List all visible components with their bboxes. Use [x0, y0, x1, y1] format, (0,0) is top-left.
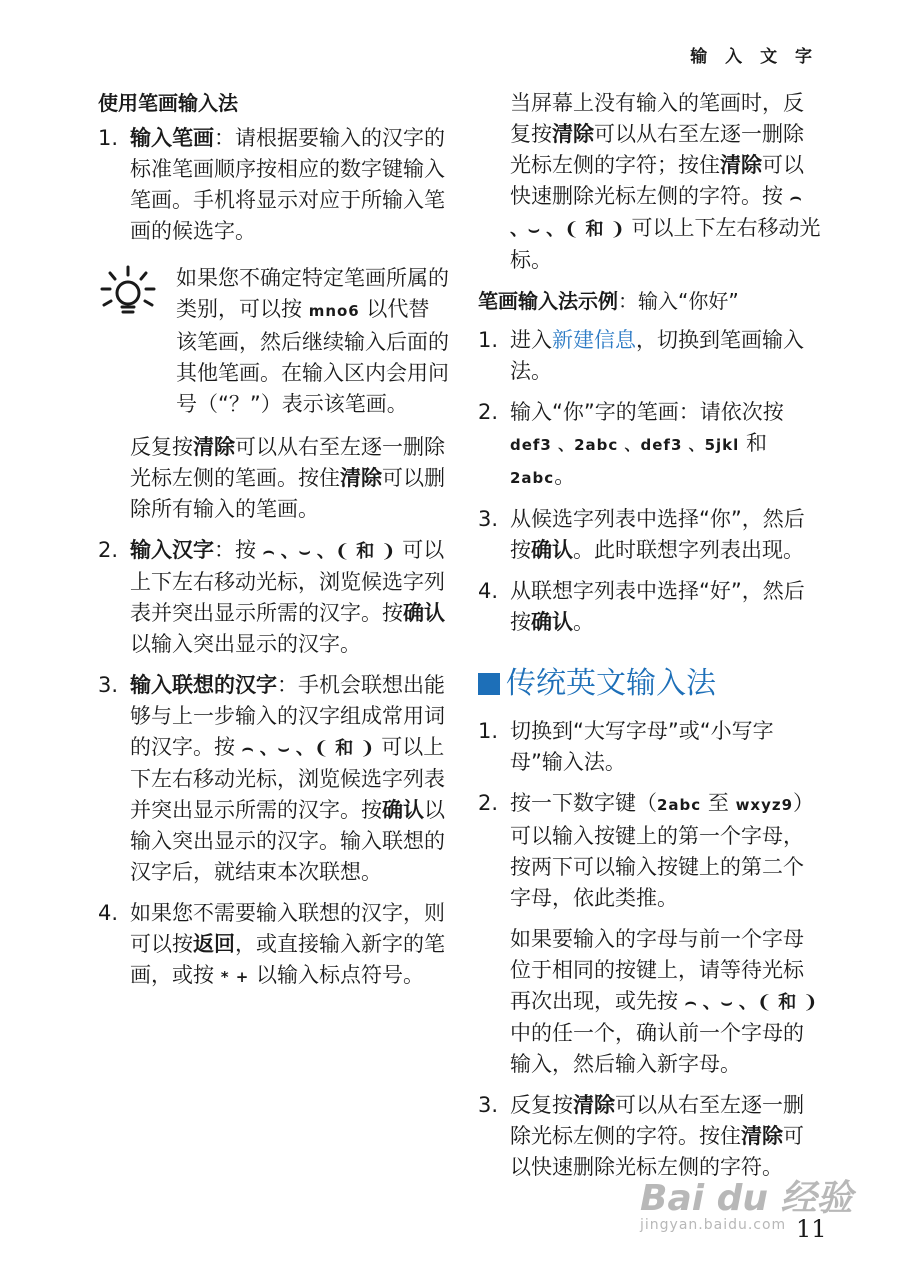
new-message-link[interactable]: 新建信息 [552, 328, 636, 352]
list-item-english-3: 3. 反复按清除可以从右至左逐一删除光标左侧的字符。按住清除可以快速删除光标左侧的字符。 [478, 1093, 804, 1179]
nav-keys-icon: ⌢ 、⌣ 、❨ 和 ❩ [241, 738, 375, 759]
right-column [478, 88, 823, 1193]
section-title-stroke: 使用笔画输入法 [98, 91, 238, 115]
list-item-example-1: 1. 进入新建信息，切换到笔画输入法。 [478, 328, 804, 383]
square-bullet-icon [478, 673, 500, 695]
list-item-stroke-4: 4. 如果您不需要输入联想的汉字，则可以按返回，或直接输入新字的笔画，或按 * + 以输入标点符号。 [98, 901, 445, 987]
running-header: 输 入 文 字 [690, 47, 818, 67]
list-item-example-3: 3. 从候选字列表中选择“你”，然后按确认。此时联想字列表出现。 [478, 507, 805, 562]
item-heading: 输入笔画 [130, 126, 214, 150]
nav-keys-icon: ⌢ 、⌣ 、❨ 和 ❩ [262, 541, 396, 562]
key-2abc-icon: 2abc [510, 469, 555, 487]
list-item-stroke-3: 3. 输入联想的汉字：手机会联想出能够与上一步输入的汉字组成常用词的汉字。按 ⌢ 、⌣ 、❨ 和 ❩ 可以上下左右移动光标，浏览候选字列表并突出显示所需的汉字。按确认以输入突出显示的汉字。输入联想的汉字后，就结束本次联想。 [98, 673, 445, 884]
list-item-english-1: 1. 切换到“大写字母”或“小写字母”输入法。 [478, 719, 774, 774]
digit-keys-icon: def3 、2abc 、def3 、5jkl [510, 436, 740, 454]
english-paragraph: 如果要输入的字母与前一个字母位于相同的按键上，请等待光标再次出现，或先按 ⌢ 、⌣ 、❨ 和 ❩ 中的任一个，确认前一个字母的输入，然后输入新字母。 [510, 927, 818, 1076]
key-mno6: mno6 [308, 302, 360, 320]
watermark-url: jingyan.baidu.com [640, 1217, 787, 1233]
list-item-stroke-1 [98, 123, 450, 247]
item-number: 1. [98, 126, 119, 150]
tip-box: 如果您不确定特定笔画所属的类别，可以按 mno6 以代替该笔画，然后继续输入后面的其他笔画。在输入区内会用问号（“？”）表示该笔画。 [98, 263, 450, 420]
baidu-logo: Bai du 经验 [640, 1178, 853, 1219]
nav-keys-icon: ⌢ 、⌣ 、❨ 和 ❩ [684, 992, 818, 1013]
list-item-example-4: 4. 从联想字列表中选择“好”，然后按确认。 [478, 579, 805, 634]
section-title-english: 传统英文输入法 [478, 664, 823, 704]
list-item-english-2: 2. 按一下数字键（2abc 至 wxyz9）可以输入按键上的第一个字母，按两下可以输入按键上的第二个字母，依此类推。 [478, 791, 815, 910]
key-2abc-icon: 2abc [657, 796, 702, 814]
list-item-example-2: 2. 输入“你”字的笔画：请依次按 def3 、2abc 、def3 、5jkl 和 2abc。 [478, 400, 784, 488]
left-column [98, 88, 450, 1003]
page-number: 11 [796, 1215, 827, 1243]
clear-paragraph: 反复按清除可以从右至左逐一删除光标左侧的笔画。按住清除可以删除所有输入的笔画。 [130, 435, 445, 521]
lightbulb-tip-icon [100, 265, 156, 321]
continued-paragraph: 当屏幕上没有输入的笔画时，反复按清除可以从右至左逐一删除光标左侧的字符；按住清除可以快速删除光标左侧的字符。按 ⌢ 、⌣ 、❨ 和 ❩ 可以上下左右移动光标。 [510, 91, 821, 272]
item-text: ：请根据要输入的汉字的标准笔画顺序按相应的数字键输入笔画。手机将显示对应于所输入笔画的候选字。 [130, 126, 445, 243]
list-item-stroke-2: 2. 输入汉字：按 ⌢ 、⌣ 、❨ 和 ❩ 可以上下左右移动光标，浏览候选字列表并突出显示所需的汉字。按确认以输入突出显示的汉字。 [98, 538, 445, 656]
nav-keys-icon: ⌢ 、⌣ 、❨ 和 ❩ [510, 187, 802, 240]
key-star: * + [220, 968, 250, 986]
key-wxyz9-icon: wxyz9 [735, 796, 794, 814]
example-title: 笔画输入法示例：输入“你好” [478, 289, 739, 313]
